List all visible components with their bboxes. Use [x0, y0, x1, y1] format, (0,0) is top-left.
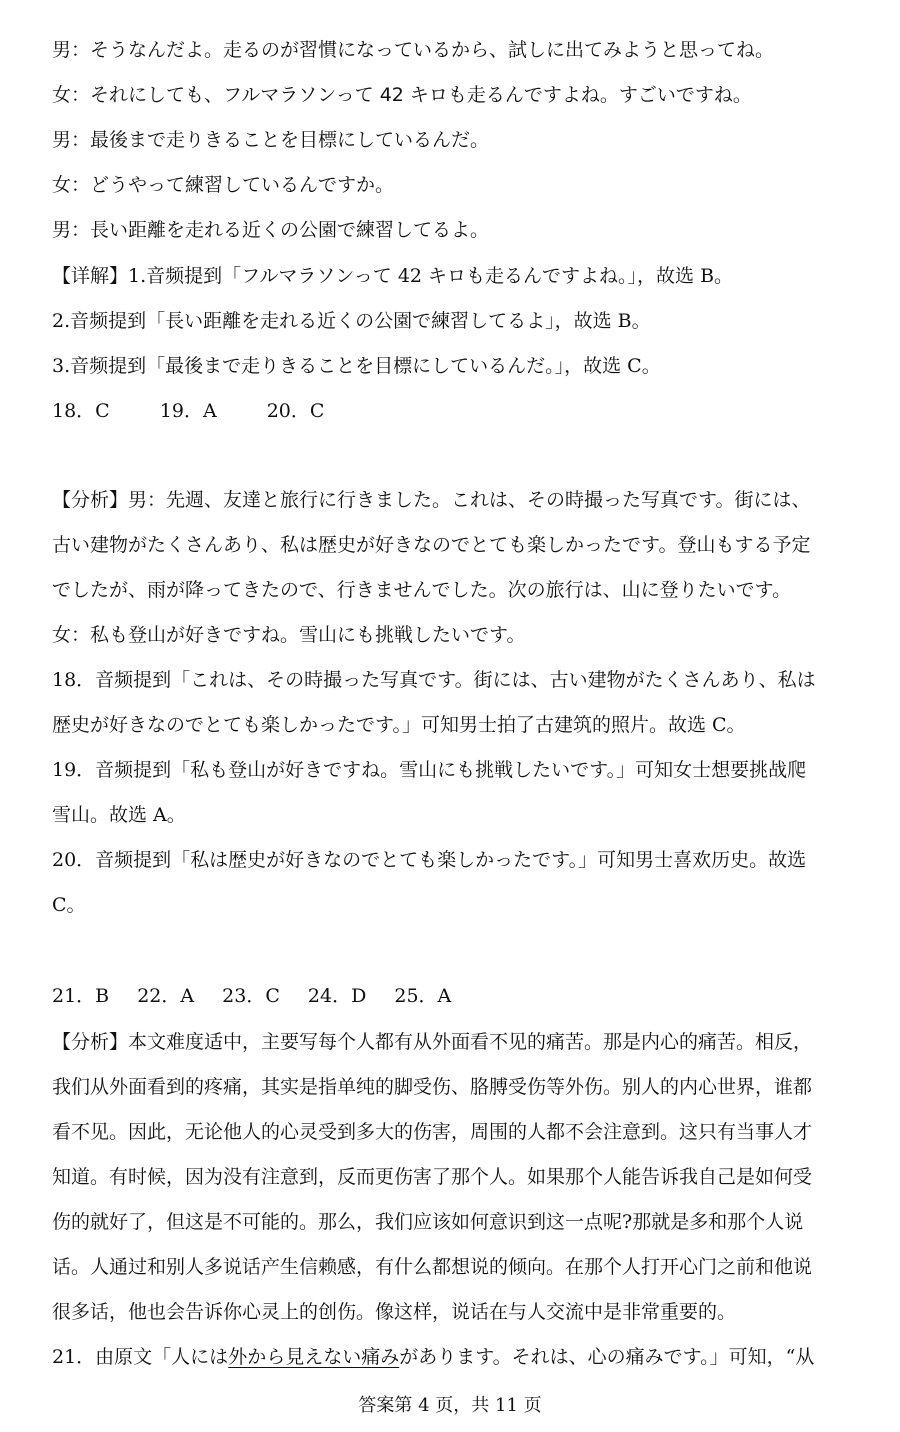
- q21-line: [52, 1345, 860, 1369]
- q21-suffix: があります。それは、心の痛みです。」可知，“从: [399, 1346, 815, 1368]
- analysis2-line-1: 【分析】男：先週、友達と旅行に行きました。これは、その時撮った写真です。街には、: [52, 489, 811, 511]
- explain2-line-3: 19．音频提到「私も登山が好きですね。雪山にも挑戦したいです。」可知女士想要挑战爬: [52, 759, 807, 781]
- explain1-line-2: 2.音频提到「長い距離を走れる近くの公園で練習してるよ」，故选 B。: [52, 310, 651, 332]
- analysis3-line-4: 知道。有时候，因为没有注意到，反而更伤害了那个人。如果那个人能告诉我自己是如何受: [52, 1166, 813, 1188]
- dialogue-line-2: 女：それにしても、フルマラソンって 42 キロも走るんですよね。すごいですね。: [52, 84, 752, 106]
- analysis2-line-2: 古い建物がたくさんあり、私は歴史が好きなのでとても楽しかったです。登山もする予定: [52, 534, 811, 556]
- answer-24: 24．D: [307, 985, 367, 1007]
- page-footer: 答案第 4 页，共 11 页: [358, 1395, 542, 1416]
- answer-19: 19．A: [159, 400, 217, 422]
- q21-prefix: 21．由原文「人には: [52, 1346, 229, 1368]
- answers-18-20: [52, 399, 860, 423]
- analysis2-line-4: 女：私も登山が好きですね。雪山にも挑戦したいです。: [52, 624, 526, 646]
- analysis3-line-2: 我们从外面看到的疼痛，其实是指单纯的脚受伤、胳膊受伤等外伤。别人的内心世界，谁都: [52, 1076, 813, 1098]
- dialogue-line-3: 男：最後まで走りきることを目標にしているんだ。: [52, 129, 490, 151]
- answer-18: 18．C: [52, 400, 110, 422]
- q21-underlined: 外から見えない痛み: [228, 1346, 400, 1368]
- explain1-line-3: 3.音频提到「最後まで走りきることを目標にしているんだ。」，故选 C。: [52, 355, 661, 377]
- answers-21-25: [52, 984, 860, 1008]
- analysis3-line-7: 很多话，他也会告诉你心灵上的创伤。像这样，说话在与人交流中是非常重要的。: [52, 1301, 737, 1323]
- explain2-line-2: 歴史が好きなのでとても楽しかったです。」可知男士拍了古建筑的照片。故选 C。: [52, 714, 746, 736]
- answer-21: 21．B: [52, 985, 110, 1007]
- analysis3-line-5: 伤的就好了，但这是不可能的。那么，我们应该如何意识到这一点呢?那就是多和那个人说: [52, 1211, 804, 1233]
- explain2-line-1: 18．音频提到「これは、その時撮った写真です。街には、古い建物がたくさんあり、私は: [52, 669, 816, 691]
- answer-20: 20．C: [266, 400, 325, 422]
- explain2-line-6: C。: [52, 894, 86, 916]
- answer-22: 22．A: [137, 985, 195, 1007]
- explain1-line-1: 【详解】1.音频提到「フルマラソンって 42 キロも走るんですよね。」，故选 B。: [52, 265, 734, 287]
- answer-23: 23．C: [222, 985, 280, 1007]
- explain2-line-4: 雪山。故选 A。: [52, 804, 186, 826]
- analysis3-line-6: 话。人通过和别人多说话产生信赖感，有什么都想说的倾向。在那个人打开心门之前和他说: [52, 1256, 813, 1278]
- dialogue-line-5: 男：長い距離を走れる近くの公園で練習してるよ。: [52, 219, 490, 241]
- analysis3-line-1: 【分析】本文难度适中，主要写每个人都有从外面看不见的痛苦。那是内心的痛苦。相反，: [52, 1031, 813, 1053]
- analysis2-line-3: でしたが、雨が降ってきたので、行きませんでした。次の旅行は、山に登りたいです。: [52, 579, 792, 601]
- dialogue-line-4: 女：どうやって練習しているんですか。: [52, 174, 395, 196]
- explain2-line-5: 20．音频提到「私は歴史が好きなのでとても楽しかったです。」可知男士喜欢历史。故选: [52, 849, 807, 871]
- answer-25: 25．A: [394, 985, 452, 1007]
- analysis3-line-3: 看不见。因此，无论他人的心灵受到多大的伤害，周围的人都不会注意到。这只有当事人才: [52, 1121, 813, 1143]
- dialogue-line-1: 男：そうなんだよ。走るのが習慣になっているから、試しに出てみようと思ってね。: [52, 39, 775, 61]
